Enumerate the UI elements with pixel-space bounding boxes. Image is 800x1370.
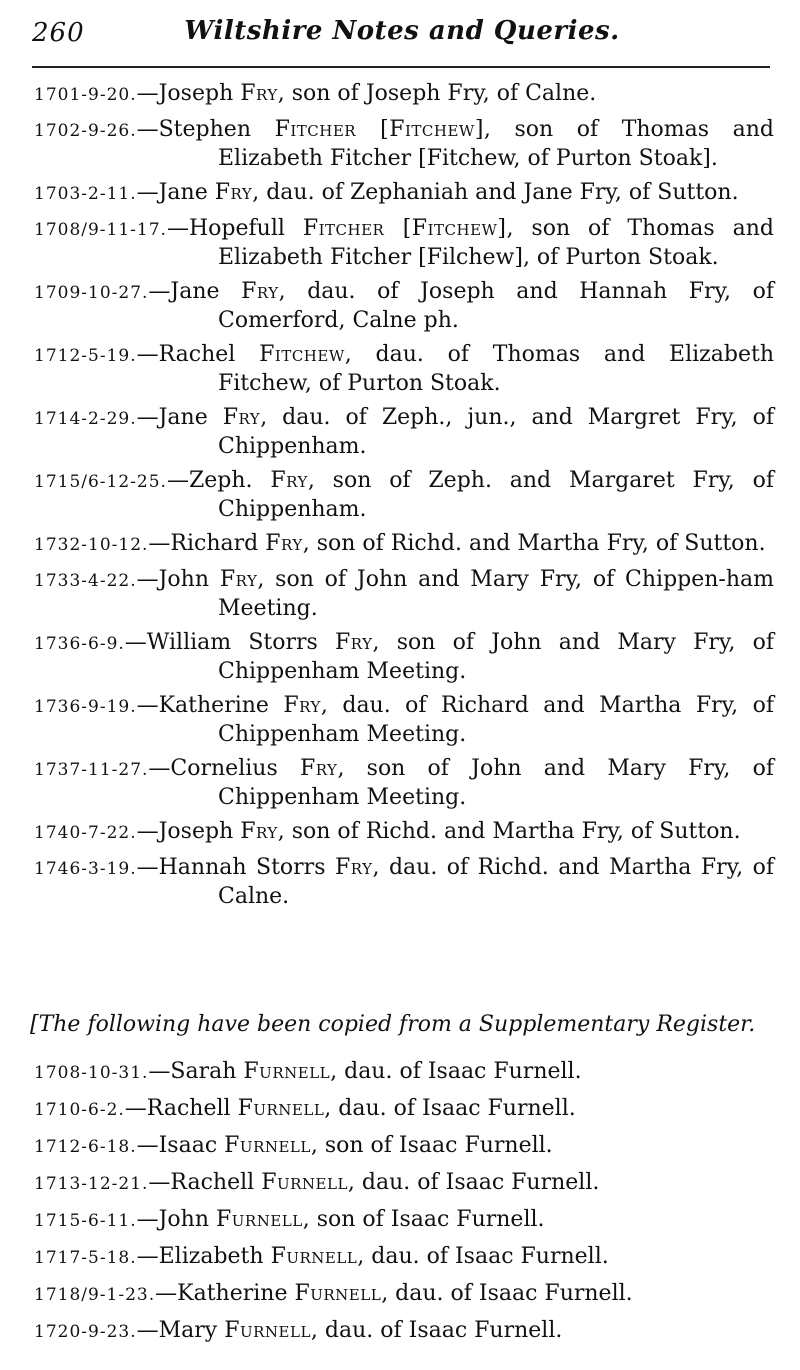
entry-surname: Fry [283,693,321,718]
entry-date: 1720-9-23. [34,1322,137,1342]
entry-dash: — [136,1318,159,1343]
register-entry [34,566,774,622]
entry-date: 1708-10-31. [34,1063,149,1083]
register-entry [34,755,774,811]
register-entry [34,215,774,271]
entry-details: , son of John and Mary Fry, of Chippen-ham Meeting. [218,567,774,621]
entry-date: 1709-10-27. [34,283,149,303]
entry-dash: — [155,1281,178,1306]
entry-surname: Fitcher [Fitchew] [274,117,484,142]
register-entry [34,854,774,910]
entry-details: , son of Isaac Furnell. [310,1133,553,1158]
entry-surname: Fry [265,531,303,556]
supplementary-note: [The following have been copied from a Supplementary Register. [30,1012,756,1037]
register-entry [34,467,774,523]
entry-date: 1717-5-18. [34,1248,137,1268]
register-entry [34,404,774,460]
entry-date: 1714-2-29. [34,409,137,429]
entry-given-name: Hannah Storrs [158,855,326,880]
entry-given-name: Isaac [158,1133,218,1158]
entry-surname: Fry [270,468,308,493]
entry-given-name: William Storrs [146,630,318,655]
register-entry [34,530,774,559]
entry-dash: — [136,405,159,430]
entry-given-name: Rachell [170,1170,255,1195]
entry-details: , dau. of Richard and Martha Fry, of Chippenham Meeting. [218,693,774,747]
entry-date: 1702-9-26. [34,121,137,141]
entry-date: 1733-4-22. [34,571,137,591]
register-entry [34,1280,774,1309]
entry-date: 1736-9-19. [34,697,137,717]
entry-surname: Fry [219,567,258,592]
page-header [32,14,772,54]
entry-date: 1712-6-18. [34,1137,137,1157]
entry-dash: — [166,216,189,241]
entry-details: , dau. of Thomas and Elizabeth Fitchew, of Purton Stoak. [218,342,774,396]
entry-given-name: Katherine [177,1281,288,1306]
entry-surname: Fry [335,630,373,655]
register-entries [34,80,774,917]
entry-details: , son of Richd. and Martha Fry, of Sutton. [302,531,766,556]
entry-details: , dau. of Isaac Furnell. [381,1281,633,1306]
register-entry [34,1206,774,1235]
entry-date: 1701-9-20. [34,85,137,105]
entry-given-name: John [158,567,210,592]
register-entry [34,1169,774,1198]
entry-surname: Furnell [243,1059,331,1084]
entry-surname: Furnell [216,1207,303,1232]
entry-given-name: Jane [158,405,208,430]
entry-date: 1703-2-11. [34,184,137,204]
entry-surname: Fitchew [259,342,345,367]
entry-details: , dau. of Isaac Furnell. [324,1096,576,1121]
entry-date: 1746-3-19. [34,859,137,879]
entry-surname: Fry [241,279,279,304]
entry-given-name: Jane [170,279,220,304]
entry-given-name: Joseph [158,819,234,844]
entry-given-name: Zeph. [188,468,253,493]
entry-given-name: Mary [158,1318,218,1343]
entry-date: 1740-7-22. [34,823,137,843]
entry-dash: — [136,1207,159,1232]
register-entry [34,818,774,847]
entry-given-name: Cornelius [170,756,278,781]
entry-details: , son of Isaac Furnell. [302,1207,545,1232]
entry-details: , son of Richd. and Martha Fry, of Sutton. [277,819,741,844]
register-entry [34,629,774,685]
entry-date: 1736-6-9. [34,634,125,654]
entry-surname: Furnell [237,1096,325,1121]
entry-surname: Furnell [261,1170,348,1195]
entry-date: 1712-5-19. [34,346,137,366]
entry-dash: — [136,342,159,367]
entry-dash: — [136,567,159,592]
entry-surname: Furnell [224,1318,311,1343]
entry-details: , dau. of Isaac Furnell. [310,1318,563,1343]
entry-dash: — [136,117,159,142]
register-entry [34,1132,774,1161]
entry-details: , son of John and Mary Fry, of Chippenham Meeting. [218,630,774,684]
entry-details: , dau. of Joseph and Hannah Fry, of Comerford, Calne ph. [218,279,774,333]
entry-dash: — [136,1133,159,1158]
header-rule [32,66,770,68]
entry-date: 1715/6-12-25. [34,472,167,492]
entry-surname: Fry [299,756,338,781]
entry-date: 1715-6-11. [34,1211,137,1231]
entry-dash: — [136,819,159,844]
entry-surname: Fry [240,81,278,106]
supplementary-entries [34,1058,774,1354]
entry-given-name: Richard [170,531,259,556]
entry-surname: Furnell [224,1133,311,1158]
entry-given-name: Hopefull [188,216,285,241]
entry-details: , dau. of Isaac Furnell. [357,1244,609,1269]
register-entry [34,1317,774,1346]
entry-details: , son of Thomas and Elizabeth Fitcher [Filchew], of Purton Stoak. [218,216,774,270]
entry-date: 1732-10-12. [34,535,149,555]
entry-dash: — [166,468,189,493]
entry-dash: — [136,855,159,880]
entry-dash: — [136,81,159,106]
register-entry [34,80,774,109]
entry-dash: — [148,1170,171,1195]
entry-date: 1710-6-2. [34,1100,125,1120]
entry-surname: Furnell [270,1244,358,1269]
entry-given-name: Rachell [146,1096,231,1121]
entry-details: , dau. of Isaac Furnell. [347,1170,600,1195]
entry-given-name: Joseph [158,81,234,106]
entry-given-name: Jane [158,180,208,205]
entry-details: , dau. of Richd. and Martha Fry, of Calne. [218,855,775,909]
entry-details: , son of Thomas and Elizabeth Fitcher [Fitchew, of Purton Stoak]. [218,117,775,171]
register-entry [34,1058,774,1087]
entry-given-name: Elizabeth [158,1244,264,1269]
entry-details: , dau. of Zeph., jun., and Margret Fry, of Chippenham. [218,405,774,459]
entry-surname: Fry [240,819,278,844]
entry-given-name: Rachel [158,342,236,367]
entry-details: , son of Zeph. and Margaret Fry, of Chippenham. [218,468,774,522]
entry-surname: Fry [334,855,373,880]
register-entry [34,278,774,334]
entry-dash: — [124,630,147,655]
entry-dash: — [136,180,159,205]
entry-dash: — [148,531,171,556]
entry-surname: Fry [214,180,253,205]
entry-details: , son of John and Mary Fry, of Chippenham Meeting. [218,756,774,810]
register-entry [34,1095,774,1124]
entry-dash: — [148,756,171,781]
entry-surname: Fitcher [Fitchew] [302,216,507,241]
entry-surname: Furnell [294,1281,382,1306]
page-number: 260 [32,18,85,48]
entry-given-name: Sarah [170,1059,237,1084]
entry-given-name: John [158,1207,210,1232]
entry-dash: — [148,279,171,304]
entry-details: , dau. of Zephaniah and Jane Fry, of Sutton. [252,180,739,205]
register-entry [34,1243,774,1272]
register-entry [34,116,774,172]
entry-surname: Fry [222,405,261,430]
entry-date: 1737-11-27. [34,760,149,780]
entry-details: , dau. of Isaac Furnell. [330,1059,582,1084]
running-title: Wiltshire Notes and Queries. [184,16,620,46]
entry-dash: — [136,693,159,718]
entry-dash: — [148,1059,171,1084]
register-entry [34,179,774,208]
register-entry [34,341,774,397]
register-entry [34,692,774,748]
entry-given-name: Katherine [158,693,269,718]
entry-details: , son of Joseph Fry, of Calne. [277,81,597,106]
entry-date: 1718/9-1-23. [34,1285,156,1305]
entry-dash: — [124,1096,147,1121]
entry-dash: — [136,1244,159,1269]
entry-date: 1713-12-21. [34,1174,149,1194]
entry-given-name: Stephen [158,117,251,142]
entry-date: 1708/9-11-17. [34,220,167,240]
